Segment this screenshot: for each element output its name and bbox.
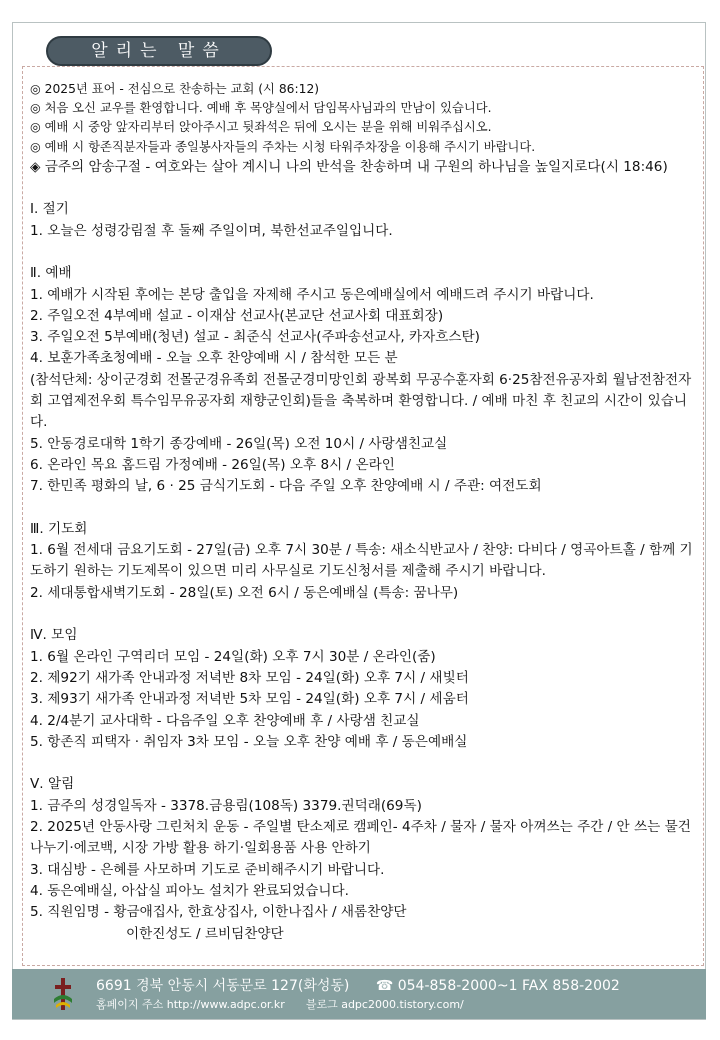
section-heading-season: Ⅰ. 절기: [30, 201, 69, 218]
section-heading-worship: Ⅱ. 예배: [30, 265, 72, 282]
list-item: 4. 동은예배실, 아삽실 피아노 설치가 완료되었습니다.: [30, 882, 349, 899]
list-item: 1. 오늘은 성령강림절 후 둘째 주일이며, 북한선교주일입니다.: [30, 222, 393, 239]
phone-icon: ☎: [375, 978, 394, 994]
list-item: 1. 6월 온라인 구역리더 모임 - 24일(화) 오후 7시 30분 / 온라인(줌): [30, 648, 436, 665]
list-item: 3. 대심방 - 은혜를 사모하며 기도로 준비해주시기 바랍니다.: [30, 861, 385, 878]
list-item: 1. 6월 전세대 금요기도회 - 27일(금) 오후 7시 30분 / 특송: 새소식반교사 / 찬양: 다비다 / 영곡아트홀 / 함께 기도하기 원하는 기도제목이 있으면 미리 사무실로 기도신청서를 제출해 주시기 바랍니다.: [30, 542, 693, 580]
footer-phone: 054-858-2000~1 FAX 858-2002: [397, 978, 620, 994]
page-title: 알리는 말씀: [46, 36, 272, 66]
intro-line: ◎ 예배 시 중앙 앞자리부터 앉아주시고 뒷좌석은 뒤에 오시는 분을 위해 비워주십시오.: [30, 120, 492, 135]
section-heading-prayer: Ⅲ. 기도회: [30, 520, 88, 537]
list-item: 6. 온라인 목요 홈드림 가정예배 - 26일(목) 오후 8시 / 온라인: [30, 456, 395, 473]
list-item: (참석단체: 상이군경회 전몰군경유족회 전몰군경미망인회 광복회 무공수훈자회 6·25참전유공자회 월남전참전자회 고엽제전우회 특수임무유공자회 재향군인회)들을 축복하며 환영합니다. / 예배 마친 후 친교의 시간이 있습니다.: [30, 371, 692, 431]
footer-address: 6691 경북 안동시 서동문로 127(화성동): [96, 978, 350, 994]
list-item: 2. 세대통합새벽기도회 - 28일(토) 오전 6시 / 동은예배실 (특송: 꿈나무): [30, 584, 459, 601]
list-item: 5. 안동경로대학 1학기 종강예배 - 26일(목) 오전 10시 / 사랑샘친교실: [30, 435, 448, 452]
list-item: 4. 2/4분기 교사대학 - 다음주일 오후 찬양예배 후 / 사랑샘 친교실: [30, 712, 420, 729]
intro-line: ◎ 처음 오신 교우를 환영합니다. 예배 후 목양실에서 담임목사님과의 만남이 있습니다.: [30, 101, 492, 116]
intro-line: ◎ 2025년 표어 - 전심으로 찬송하는 교회 (시 86:12): [30, 82, 320, 96]
section-heading-meetings: Ⅳ. 모임: [30, 627, 78, 644]
footer: [12, 969, 706, 1019]
notice-content: [30, 80, 694, 945]
list-item: 5. 항존직 피택자 · 취임자 3차 모임 - 오늘 오후 찬양 예배 후 / 동은예배실: [30, 733, 468, 750]
blog-link[interactable]: adpc2000.tistory.com/: [341, 998, 464, 1011]
list-item: 2. 2025년 안동사랑 그린처치 운동 - 주일별 탄소제로 캠페인- 4주차 / 물자 / 물자 아껴쓰는 주간 / 안 쓰는 물건 나누기·에코백, 시장 가방 활용 하기·일회용품 사용 안하기: [30, 819, 691, 857]
list-item: 1. 금주의 성경일독자 - 3378.금용림(108독) 3379.권덕래(69독): [30, 797, 422, 814]
list-item: 7. 한민족 평화의 날, 6 · 25 금식기도회 - 다음 주일 오후 찬양예배 시 / 주관: 여전도회: [30, 478, 542, 495]
list-item: 2. 제92기 새가족 안내과정 저녁반 8차 모임 - 24일(화) 오후 7시 / 새빛터: [30, 669, 469, 686]
intro-line: ◎ 예배 시 항존직분자들과 종일봉사자들의 주차는 시청 타워주차장을 이용해 주시기 바랍니다.: [30, 139, 536, 154]
memory-verse: ◈ 금주의 암송구절 - 여호와는 살아 계시니 나의 반석을 찬송하며 내 구원의 하나님을 높일지로다(시 18:46): [30, 158, 668, 175]
list-item: 2. 주일오전 4부예배 설교 - 이재삼 선교사(본교단 선교사회 대표회장): [30, 307, 444, 324]
list-item: 1. 예배가 시작된 후에는 본당 출입을 자제해 주시고 동은예배실에서 예배드려 주시기 바랍니다.: [30, 286, 594, 303]
footer-contact: [96, 975, 620, 995]
blog-label: 블로그: [305, 998, 338, 1011]
list-item: 3. 주일오전 5부예배(청년) 설교 - 최준식 선교사(주파송선교사, 카자흐스탄): [30, 329, 480, 346]
footer-links: [96, 996, 464, 1012]
list-item: 이한진성도 / 르비딤찬양단: [126, 925, 284, 942]
homepage-label: 홈페이지 주소: [96, 998, 164, 1011]
homepage-link[interactable]: http://www.adpc.or.kr: [166, 998, 285, 1011]
list-item: 5. 직원임명 - 황금애집사, 한효상집사, 이한나집사 / 새롬찬양단: [30, 904, 407, 921]
church-cross-logo-icon: [52, 977, 74, 1011]
list-item: 3. 제93기 새가족 안내과정 저녁반 5차 모임 - 24일(화) 오후 7시 / 세움터: [30, 691, 469, 708]
list-item: 4. 보훈가족초청예배 - 오늘 오후 찬양예배 시 / 참석한 모든 분: [30, 350, 398, 367]
section-heading-news: Ⅴ. 알림: [30, 776, 75, 793]
